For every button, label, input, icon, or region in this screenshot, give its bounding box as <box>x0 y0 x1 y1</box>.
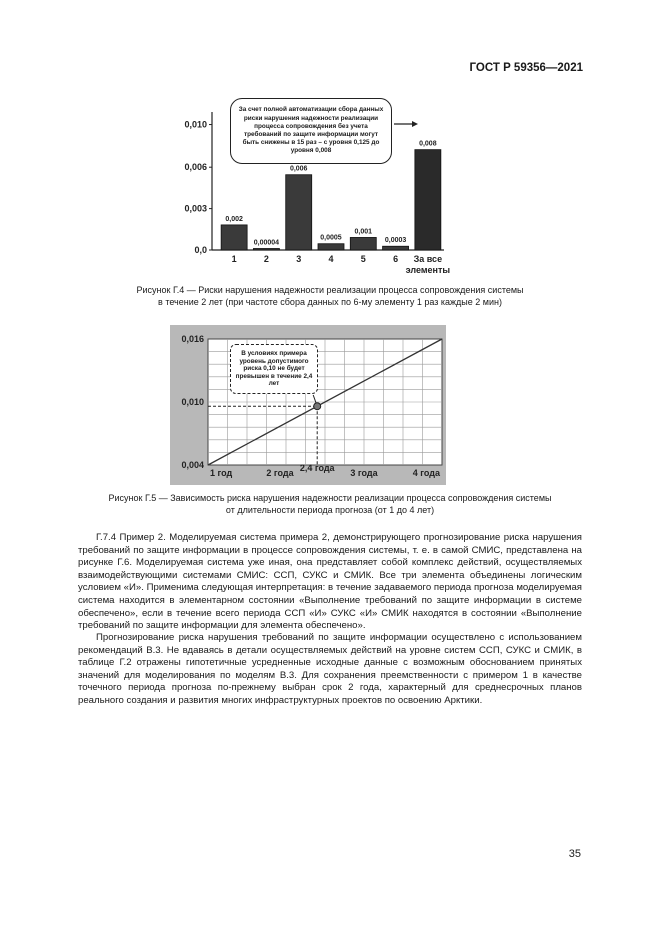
category-label: 1 <box>231 254 237 264</box>
bar-value-label: 0,00004 <box>253 239 280 247</box>
category-label: 2 <box>263 254 269 264</box>
bar-value-label: 0,006 <box>289 165 308 173</box>
y-tick-label: 0,004 <box>181 460 204 470</box>
y-tick-label: 0,003 <box>184 203 207 214</box>
category-label: За все <box>413 254 443 264</box>
standard-header: ГОСТ Р 59356—2021 <box>469 62 583 74</box>
x-tick-label: 1 год <box>210 468 233 478</box>
x-tick-label: 4 года <box>412 468 440 478</box>
category-label: 4 <box>328 254 334 264</box>
bar-value-label: 0,0003 <box>384 237 407 245</box>
bar <box>318 244 344 250</box>
figure4-caption-line2: в течение 2 лет (при частоте сбора данных по 6-му элементу 1 раз каждые 2 мин) <box>158 297 502 307</box>
bar-value-label: 0,001 <box>354 228 373 236</box>
bar-value-label: 0,002 <box>225 215 243 223</box>
bar-value-label: 0,0005 <box>320 234 342 242</box>
x-tick-label: 2,4 года <box>299 463 335 473</box>
figure5-caption-line2: от длительности периода прогноза (от 1 до 4 лет) <box>225 505 435 515</box>
category-label: элементы <box>405 265 451 275</box>
figure5-caption-line1: Рисунок Г.5 — Зависимость риска нарушения надежности реализации процесса сопровождения системы <box>108 493 552 503</box>
bar <box>253 249 279 251</box>
page-number: 35 <box>568 848 581 860</box>
marker-point <box>314 403 321 410</box>
paragraph-forecasting: Прогнозирование риска нарушения требований по защите информации осуществлено с использованием рекомендаций В.3. Не вдаваясь в детали осуществляемых действий на уровне систем ССП, СУКС и СМИК, в таблице Г.2 отражены гипотетичные усредненные исходные данные с возможным обоснованием принятых значений для моделирования по моделям В.3. Для сохранения преемственности с примером 1 в качестве точечного периода прогноза по-прежнему выбран срок 2 года, характерный для среднесрочных планов реального создания и развития многих инфраструктурных проектов по освоению Арктики. <box>78 632 582 706</box>
bar-value-label: 0,008 <box>419 140 437 148</box>
y-tick-label: 0,016 <box>181 334 204 344</box>
category-label: 3 <box>296 254 302 264</box>
x-tick-label: 3 года <box>350 468 378 478</box>
y-tick-label: 0,0 <box>194 245 207 255</box>
figure4-caption-line1: Рисунок Г.4 — Риски нарушения надежности реализации процесса сопровождения системы <box>136 285 524 295</box>
callout-arrowhead <box>412 121 418 127</box>
bar <box>383 246 409 250</box>
paragraph-example2: Г.7.4 Пример 2. Моделируемая система примера 2, демонстрирующего прогнозирование риска нарушения требований по защите информации в процессе сопровождения системы, т. е. в самой СМИС, представлена на рисунке Г.6. Моделируемая система уже иная, она представляет собой комплекс действий, осуществляемых взаимодействующими системами СМИС: ССП, СУКС и СМИК. Все три элемента объединены логическим условием «И». Применима следующая интерпретация: в течение задаваемого периода прогноза моделируемая система находится в элементарном состоянии «Выполнение требований по защите информации в системе обеспечено», если в течение всего периода ССП «И» СУКС «И» СМИК находятся в состоянии «Выполнение требований по защите информации для элемента обеспечено». <box>78 532 582 632</box>
bar <box>221 225 247 250</box>
y-tick-label: 0,010 <box>181 397 204 407</box>
category-label: 5 <box>360 254 366 264</box>
bar <box>350 237 376 250</box>
bar <box>286 175 312 250</box>
figure5-caption <box>60 492 600 516</box>
y-tick-label: 0,006 <box>184 162 207 173</box>
figure5-callout: В условиях примера уровень допустимого риска 0,10 не будет превышен в течение 2,4 лет <box>230 344 318 394</box>
x-tick-label: 2 года <box>266 468 294 478</box>
y-tick-label: 0,010 <box>184 119 207 130</box>
category-label: 6 <box>393 254 399 264</box>
figure4-callout: За счет полной автоматизации сбора данных риски нарушения надежности реализации процесса сопровождения без учета требований по защите информации могут быть снижены в 15 раз – с уровня 0,125 до уровня 0,008 <box>230 98 392 164</box>
bar <box>415 150 441 250</box>
figure4-caption <box>80 284 580 308</box>
